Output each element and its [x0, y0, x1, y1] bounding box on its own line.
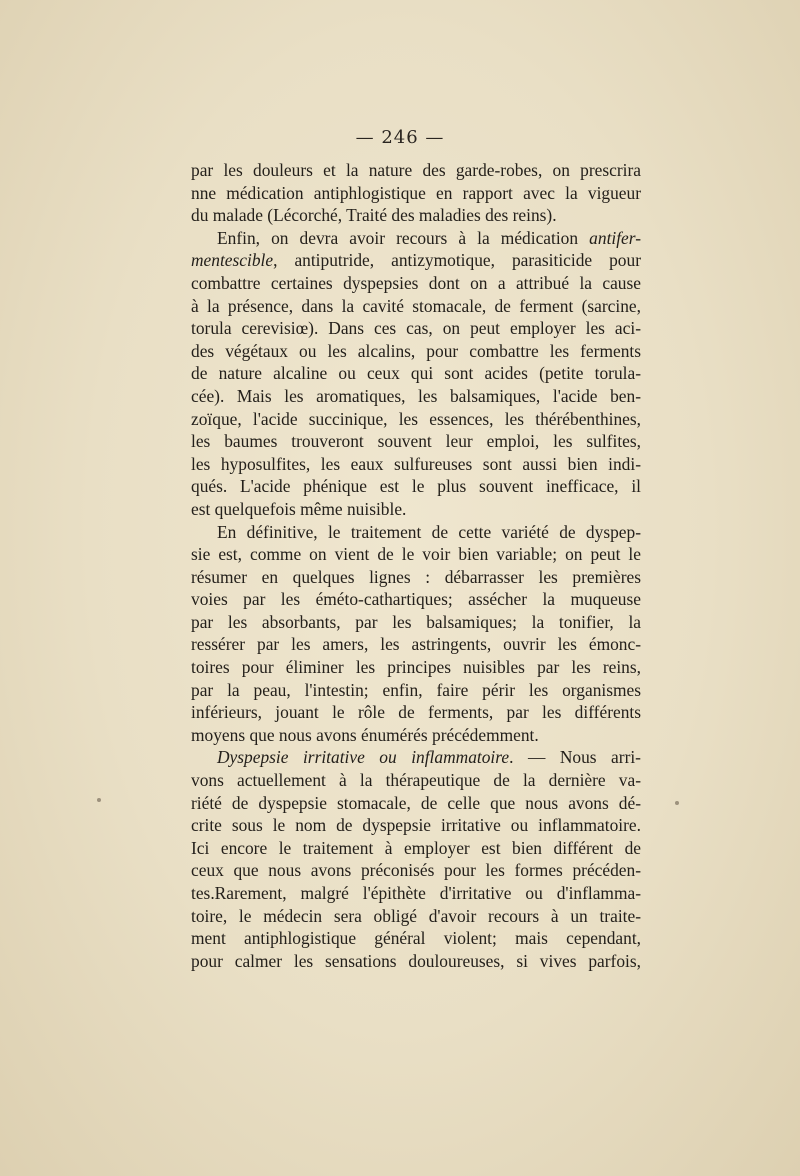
text-line: [191, 272, 641, 295]
text-line: [191, 566, 641, 589]
text-line: [191, 159, 641, 182]
text-line: [191, 340, 641, 363]
text-run: par les absorbants, par les balsamiques; la tonifier, la: [191, 611, 641, 632]
text-run: inférieurs, jouant le rôle de ferments, par les différents: [191, 702, 641, 723]
text-run: des végétaux ou les alcalins, pour combattre les ferments: [191, 340, 641, 361]
italic-text: mentescible: [191, 250, 274, 271]
text-line: [191, 950, 641, 973]
text-line: [191, 249, 641, 272]
text-line: [191, 656, 641, 679]
text-run: les baumes trouveront souvent leur emploi, les sulfites,: [191, 431, 641, 452]
text-line: [191, 837, 641, 860]
text-line: [191, 679, 641, 702]
text-line: [191, 498, 641, 521]
text-run: toire, le médecin sera obligé d'avoir recours à un traite-: [191, 905, 641, 926]
text-run: Ici encore le traitement à employer est bien différent de: [191, 837, 641, 858]
text-line: [191, 182, 641, 205]
text-run: ceux que nous avons préconisés pour les formes précéden-: [191, 860, 641, 881]
text-run: du malade (Lécorché, Traité des maladies des reins).: [191, 205, 557, 226]
text-line: [191, 859, 641, 882]
text-line: [191, 295, 641, 318]
text-line: [191, 927, 641, 950]
text-line: [191, 408, 641, 431]
text-run: à la présence, dans la cavité stomacale, de ferment (sarcine,: [191, 295, 641, 316]
text-run: combattre certaines dyspepsies dont on a attribué la cause: [191, 272, 641, 293]
text-run: qués. L'acide phénique est le plus souvent inefficace, il: [191, 476, 641, 497]
text-line: [191, 430, 641, 453]
text-line: [191, 792, 641, 815]
text-run: Enfin, on devra avoir recours à la médication: [217, 227, 590, 248]
text-line: [191, 724, 641, 747]
page-number: — 246 —: [355, 127, 445, 148]
text-run: pour calmer les sensations douloureuses, si vives parfois,: [191, 950, 641, 971]
text-line: [191, 385, 641, 408]
text-run: tes.Rarement, malgré l'épithète d'irritative ou d'inflamma-: [191, 883, 641, 903]
text-line: [191, 882, 641, 905]
text-run: . — Nous arri-: [509, 747, 641, 768]
italic-text: Dyspepsie irritative ou inflammatoire: [217, 747, 510, 768]
text-line: [191, 633, 641, 656]
text-run: , antiputride, antizymotique, parasiticide pour: [273, 250, 641, 271]
text-run: zoïque, l'acide succinique, les essences, les thérébenthines,: [191, 408, 641, 429]
text-run: les hyposulfites, les eaux sulfureuses sont aussi bien indi-: [191, 453, 641, 474]
italic-text: antifer-: [589, 227, 641, 248]
text-run: résumer en quelques lignes : débarrasser les premières: [191, 566, 641, 587]
text-run: ment antiphlogistique général violent; mais cependant,: [191, 928, 641, 949]
text-run: crite sous le nom de dyspepsie irritative ou inflammatoire.: [191, 815, 641, 836]
text-run: toires pour éliminer les principes nuisibles par les reins,: [191, 657, 641, 678]
text-line: [191, 769, 641, 792]
text-run: est quelquefois même nuisible.: [191, 498, 407, 519]
text-run: ressérer par les amers, les astringents, ouvrir les émonc-: [191, 634, 641, 655]
paper-speck: [97, 798, 101, 802]
text-line: [191, 543, 641, 566]
text-run: sie est, comme on vient de le voir bien variable; on peut le: [191, 544, 641, 565]
text-run: par les douleurs et la nature des garde-robes, on prescrira: [191, 160, 641, 180]
text-run: torula cerevisiœ). Dans ces cas, on peut employer les aci-: [191, 318, 641, 339]
text-run: vons actuellement à la thérapeutique de la dernière va-: [191, 770, 641, 791]
text-run: de nature alcaline ou ceux qui sont acides (petite torula-: [191, 363, 641, 384]
text-line: [191, 588, 641, 611]
text-line: [191, 317, 641, 340]
text-line: [191, 227, 641, 250]
text-line: [191, 814, 641, 837]
paper-speck: [675, 801, 679, 805]
text-line: [191, 475, 641, 498]
text-line: [191, 746, 641, 769]
text-line: [191, 905, 641, 928]
text-line: [191, 701, 641, 724]
text-line: [191, 453, 641, 476]
text-run: cée). Mais les aromatiques, les balsamiques, l'acide ben-: [191, 385, 641, 406]
text-line: [191, 611, 641, 634]
text-line: [191, 521, 641, 544]
text-run: moyens que nous avons énumérés précédemment.: [191, 724, 539, 745]
text-run: riété de dyspepsie stomacale, de celle que nous avons dé-: [191, 792, 641, 813]
text-run: voies par les éméto-cathartiques; assécher la muqueuse: [191, 589, 641, 610]
text-run: nne médication antiphlogistique en rapport avec la vigueur: [191, 182, 641, 203]
text-line: [191, 362, 641, 385]
text-run: par la peau, l'intestin; enfin, faire périr les organismes: [191, 679, 641, 700]
text-run: En définitive, le traitement de cette variété de dyspep-: [217, 521, 641, 542]
text-line: [191, 204, 641, 227]
body-text: [191, 159, 641, 972]
